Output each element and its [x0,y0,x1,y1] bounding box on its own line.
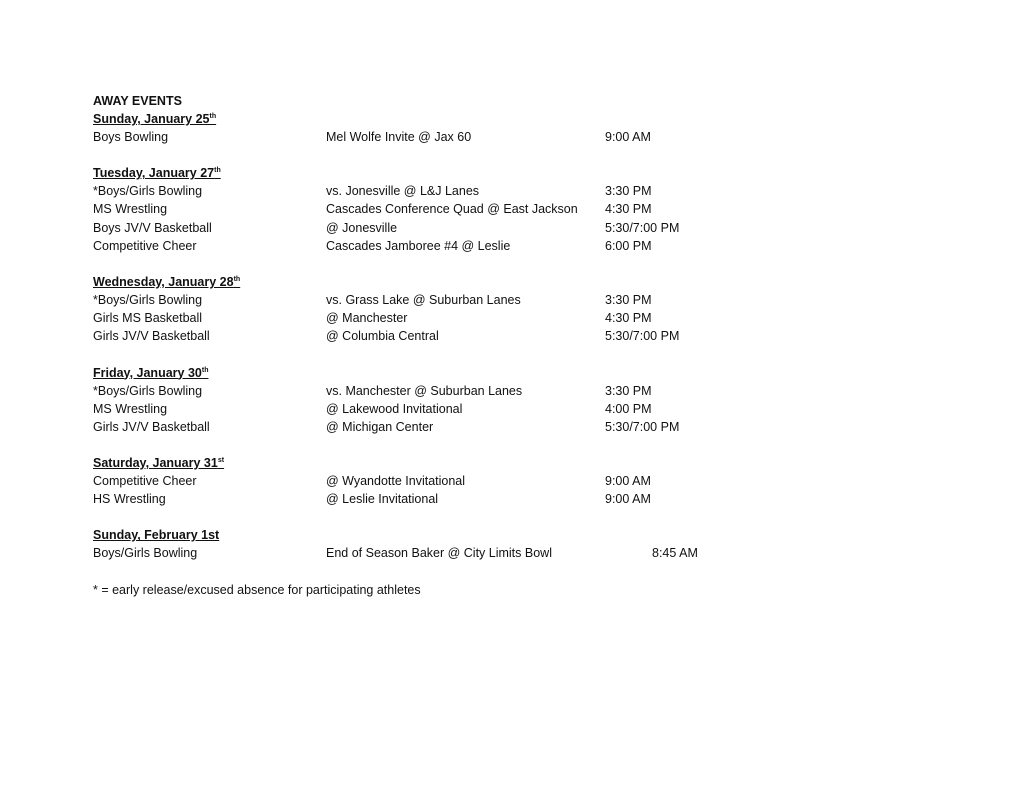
event-sport: Competitive Cheer [93,238,197,253]
event-location: @ Jonesville [326,220,398,235]
day-heading [93,526,893,544]
event-location: Cascades Jamboree #4 @ Leslie [326,238,511,253]
event-location: vs. Jonesville @ L&J Lanes [326,184,480,199]
event-location: @ Leslie Invitational [326,492,439,507]
event-sport: Boys/Girls Bowling [93,546,198,561]
footnote: * = early release/excused absence for participating athletes [93,582,421,597]
event-sport: HS Wrestling [93,492,166,507]
event-location: @ Columbia Central [326,329,439,344]
event-row [93,291,893,309]
event-sport: Girls JV/V Basketball [93,419,210,434]
day-heading-suffix: th [209,113,217,120]
event-sport: Boys JV/V Basketball [93,220,212,235]
event-time: 4:30 PM [605,202,652,217]
event-row [93,182,893,200]
event-row [93,327,893,345]
event-location: End of Season Baker @ City Limits Bowl [326,546,552,561]
event-sport: *Boys/Girls Bowling [93,184,203,199]
event-time: 9:00 AM [605,492,651,507]
event-location: Cascades Conference Quad @ East Jackson [326,202,578,217]
event-location: vs. Grass Lake @ Suburban Lanes [326,292,521,307]
page-title: AWAY EVENTS [93,94,182,108]
event-row [93,237,893,255]
event-time: 5:30/7:00 PM [605,220,680,235]
day-heading-text: Friday, January 30 [93,365,202,380]
event-time: 6:00 PM [605,238,652,253]
event-time: 8:45 AM [652,546,698,561]
event-row [93,200,893,218]
event-time: 5:30/7:00 PM [605,329,680,344]
day-heading [93,273,893,291]
event-sport: *Boys/Girls Bowling [93,383,203,398]
event-sport: Competitive Cheer [93,474,197,489]
event-row [93,382,893,400]
day-section [93,526,893,562]
day-heading-text: Sunday, January 25 [93,112,210,126]
day-heading [93,110,893,128]
event-row [93,544,893,562]
event-location: vs. Manchester @ Suburban Lanes [326,383,523,398]
event-time: 4:30 PM [605,311,652,326]
event-location: @ Wyandotte Invitational [326,474,466,489]
day-section [93,110,893,146]
event-row [93,490,893,508]
day-section [93,273,893,346]
event-sport: MS Wrestling [93,401,168,416]
day-section [93,364,893,437]
event-time: 3:30 PM [605,292,652,307]
day-heading-text: Tuesday, January 27 [93,166,215,181]
event-time: 5:30/7:00 PM [605,419,680,434]
schedule-page [93,92,893,599]
event-sport: Girls JV/V Basketball [93,329,210,344]
event-sport: MS Wrestling [93,202,168,217]
event-time: 9:00 AM [605,130,651,144]
event-location: @ Michigan Center [326,419,434,434]
day-heading [93,454,893,472]
event-row [93,309,893,327]
event-location: @ Lakewood Invitational [326,401,463,416]
event-sport: Girls MS Basketball [93,311,203,326]
event-sport: Boys Bowling [93,130,169,144]
day-heading [93,164,893,182]
event-sport: *Boys/Girls Bowling [93,292,203,307]
day-heading-suffix: th [214,167,221,175]
day-heading-suffix: th [201,366,209,374]
event-row [93,418,893,436]
day-heading-suffix: th [233,275,241,283]
day-heading-text: Saturday, January 31 [93,456,218,471]
day-section [93,454,893,508]
event-location: @ Manchester [326,311,408,326]
event-row [93,128,893,146]
event-row [93,400,893,418]
event-row [93,219,893,237]
event-row [93,472,893,490]
day-heading-suffix: st [217,457,225,465]
event-time: 4:00 PM [605,401,652,416]
event-time: 9:00 AM [605,474,651,489]
day-heading [93,364,893,382]
day-section [93,164,893,255]
day-heading-text: Wednesday, January 28 [93,274,234,289]
event-time: 3:30 PM [605,184,652,199]
days-list [93,110,893,563]
event-time: 3:30 PM [605,383,652,398]
event-location: Mel Wolfe Invite @ Jax 60 [326,130,472,144]
day-heading-text: Sunday, February 1st [93,528,220,543]
